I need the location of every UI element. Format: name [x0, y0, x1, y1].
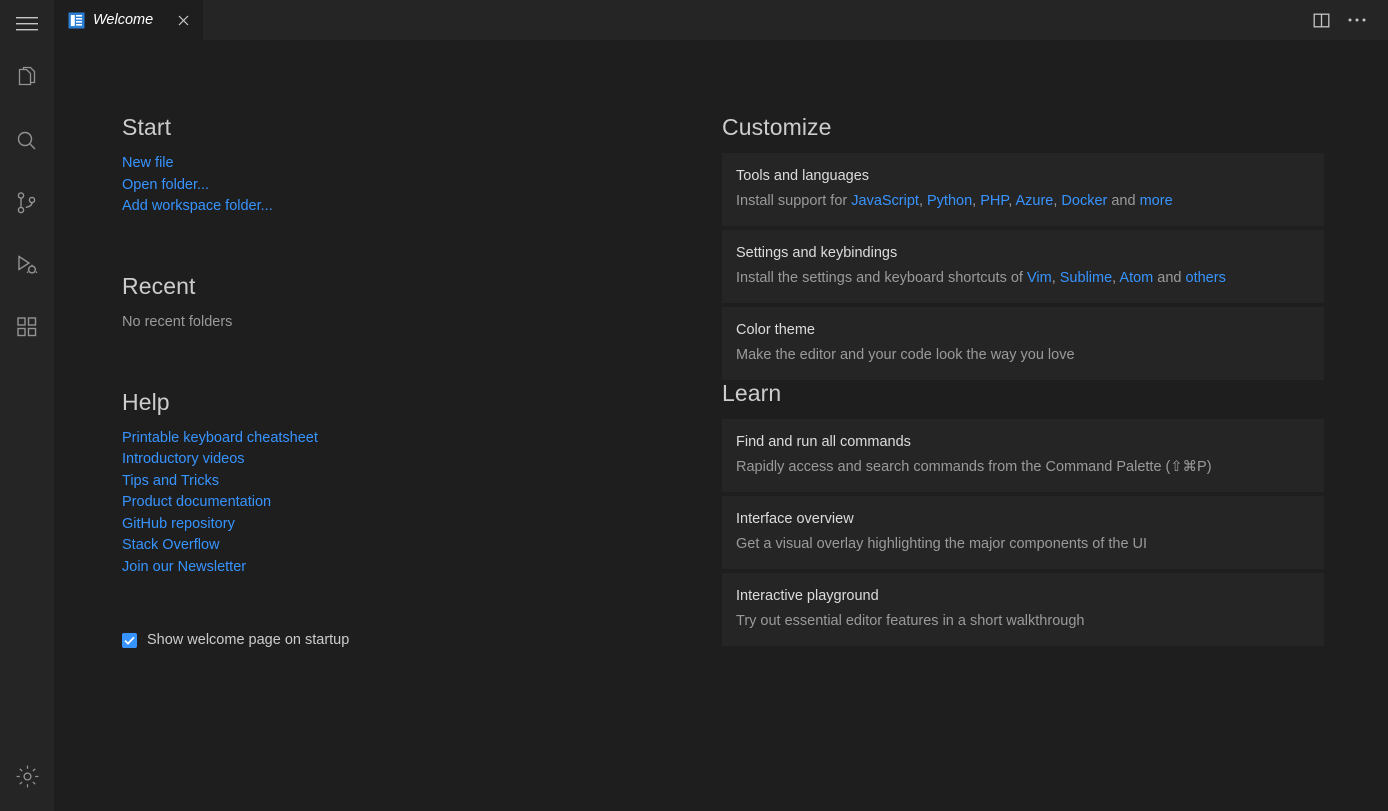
- search-icon[interactable]: [0, 110, 54, 172]
- link-sublime[interactable]: Sublime: [1059, 270, 1113, 286]
- activity-bar-top: [0, 0, 54, 741]
- card-description: Get a visual overlay highlighting the major components of the UI: [736, 536, 1148, 552]
- show-welcome-on-startup-checkbox[interactable]: [122, 633, 137, 648]
- learn-cards: [722, 419, 1324, 646]
- card-description: Try out essential editor features in a short walkthrough: [736, 613, 1085, 629]
- tab-label: Welcome: [93, 12, 154, 28]
- source-control-icon[interactable]: [0, 172, 54, 234]
- link-others[interactable]: others: [1185, 270, 1226, 286]
- card-desc-prefix: Install support for: [736, 193, 852, 209]
- welcome-page: [54, 40, 1388, 811]
- link-new-file[interactable]: New file: [122, 155, 174, 171]
- card-desc-mid: and: [1107, 193, 1140, 209]
- tabs-spacer: [204, 0, 1306, 40]
- link-printable-keyboard-cheatsheet[interactable]: Printable keyboard cheatsheet: [122, 429, 318, 446]
- card-tools-and-languages[interactable]: [722, 153, 1324, 226]
- editor-actions: [1306, 0, 1388, 40]
- card-interface-overview[interactable]: [722, 496, 1324, 569]
- link-introductory-videos[interactable]: Introductory videos: [122, 451, 245, 467]
- link-docker[interactable]: Docker: [1061, 193, 1108, 209]
- card-settings-and-keybindings[interactable]: [722, 230, 1324, 303]
- more-actions-icon[interactable]: [1342, 5, 1372, 35]
- welcome-page-icon: [68, 12, 85, 29]
- card-interactive-playground[interactable]: [722, 573, 1324, 646]
- link-stack-overflow[interactable]: Stack Overflow: [122, 537, 220, 553]
- card-description: Rapidly access and search commands from the Command Palette (⇧⌘P): [736, 459, 1212, 475]
- link-php[interactable]: PHP: [980, 193, 1009, 209]
- card-title: Tools and languages: [736, 168, 870, 184]
- tab-welcome[interactable]: [54, 0, 204, 40]
- link-more[interactable]: more: [1139, 193, 1173, 209]
- recent-section: [122, 273, 722, 333]
- close-icon[interactable]: [175, 12, 191, 28]
- card-title: Find and run all commands: [736, 434, 911, 450]
- card-color-theme[interactable]: [722, 307, 1324, 380]
- activity-bar: [0, 0, 54, 811]
- gear-icon[interactable]: [0, 741, 54, 811]
- recent-empty-text: No recent folders: [122, 313, 233, 330]
- customize-cards: [722, 153, 1324, 380]
- link-vim[interactable]: Vim: [1026, 270, 1052, 286]
- card-description: Make the editor and your code look the way you love: [736, 347, 1075, 363]
- card-title: Settings and keybindings: [736, 245, 898, 261]
- link-join-our-newsletter[interactable]: Join our Newsletter: [122, 558, 247, 575]
- editor-area: [54, 0, 1388, 811]
- help-section: [122, 389, 722, 579]
- help-heading: Help: [122, 388, 170, 415]
- welcome-right-column: [722, 114, 1324, 648]
- tabs-bar: [54, 0, 1388, 40]
- link-atom[interactable]: Atom: [1119, 270, 1154, 286]
- explorer-icon[interactable]: [0, 48, 54, 110]
- learn-heading: Learn: [722, 380, 782, 406]
- link-open-folder[interactable]: Open folder...: [122, 176, 210, 193]
- link-github-repository[interactable]: GitHub repository: [122, 515, 235, 532]
- card-title: Interface overview: [736, 511, 854, 527]
- extensions-icon[interactable]: [0, 296, 54, 358]
- card-description: Install support for JavaScript, Python, PHP, Azure, Docker and more: [736, 193, 1173, 209]
- card-title: Interactive playground: [736, 588, 879, 604]
- card-description: Install the settings and keyboard shortcuts of Vim, Sublime, Atom and others: [736, 270, 1226, 286]
- start-heading: Start: [122, 114, 172, 140]
- link-tips-and-tricks[interactable]: Tips and Tricks: [122, 472, 219, 489]
- card-find-and-run-all-commands[interactable]: [722, 419, 1324, 492]
- welcome-left-column: [122, 114, 722, 648]
- start-links: [122, 153, 722, 218]
- show-welcome-on-startup-label[interactable]: Show welcome page on startup: [147, 632, 350, 648]
- customize-heading: Customize: [722, 114, 832, 140]
- card-title: Color theme: [736, 322, 815, 338]
- run-and-debug-icon[interactable]: [0, 234, 54, 296]
- recent-heading: Recent: [122, 272, 196, 299]
- link-product-documentation[interactable]: Product documentation: [122, 494, 272, 510]
- card-desc-prefix: Install the settings and keyboard shortcuts of: [736, 270, 1027, 286]
- link-azure[interactable]: Azure: [1015, 193, 1054, 209]
- link-add-workspace-folder[interactable]: Add workspace folder...: [122, 198, 273, 214]
- link-javascript[interactable]: JavaScript: [851, 193, 919, 209]
- link-python[interactable]: Python: [927, 193, 973, 209]
- card-desc-mid: and: [1153, 270, 1186, 286]
- show-welcome-on-startup-row: [122, 632, 722, 648]
- split-editor-icon[interactable]: [1306, 5, 1336, 35]
- hamburger-menu-icon[interactable]: [0, 0, 54, 48]
